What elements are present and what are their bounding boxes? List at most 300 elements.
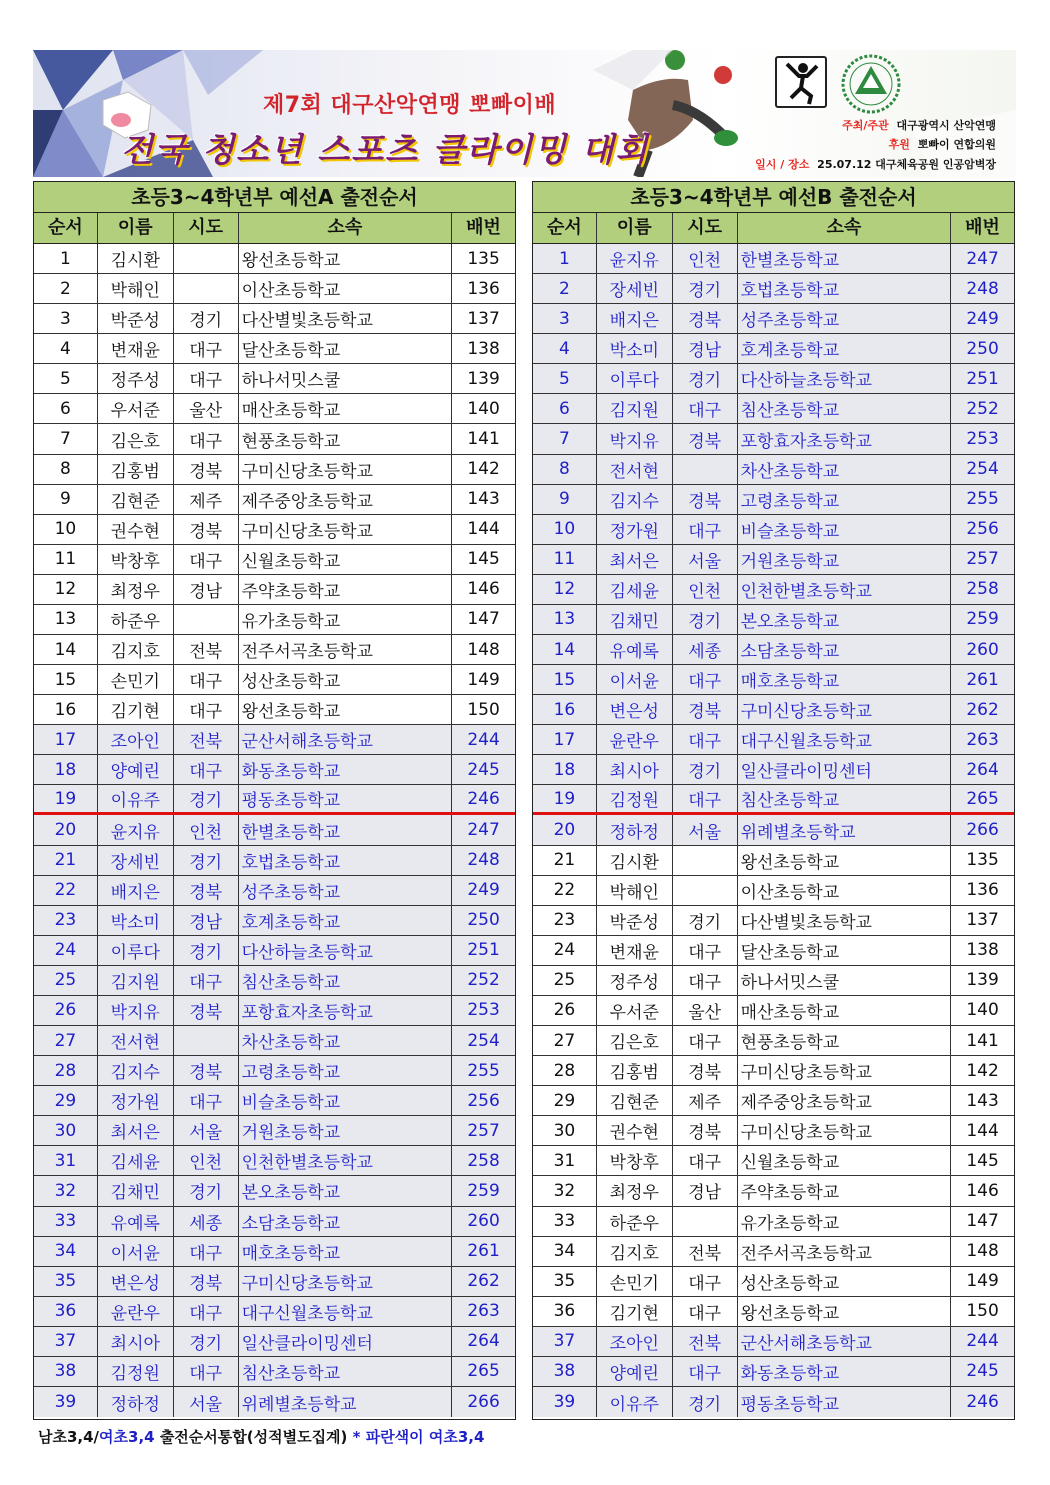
- cell-order: 10: [34, 515, 98, 544]
- host-info: [842, 117, 996, 133]
- table-row: [533, 515, 1014, 545]
- cell-region: 대구: [174, 966, 239, 995]
- table-row: [34, 785, 515, 815]
- cell-school: 유가초등학교: [738, 1207, 952, 1236]
- cell-school: 왕선초등학교: [239, 695, 453, 724]
- table-row: [34, 364, 515, 394]
- cell-bib: 260: [966, 639, 999, 660]
- cell-order: 14: [34, 635, 98, 664]
- header-name: 이름: [98, 213, 174, 243]
- cell-bib: 264: [467, 1331, 500, 1352]
- cell-region: 경기: [673, 364, 738, 393]
- climbing-logo: [775, 56, 827, 108]
- cell-region: 인천: [174, 815, 239, 844]
- cell-bib: 149: [467, 669, 500, 690]
- cell-school: 구미신당초등학교: [239, 455, 453, 484]
- cell-order: 31: [533, 1146, 597, 1175]
- cell-order: 12: [533, 575, 597, 604]
- cell-region: [673, 455, 738, 484]
- cell-bib: 259: [467, 1180, 500, 1201]
- cell-school: 제주중앙초등학교: [239, 485, 453, 514]
- cell-school: 구미신당초등학교: [239, 1267, 453, 1296]
- cell-name: 김지원: [98, 966, 174, 995]
- table-row: [34, 1237, 515, 1267]
- cell-bib: 244: [467, 729, 500, 750]
- cell-name: 정하정: [597, 815, 673, 844]
- cell-region: 경북: [174, 515, 239, 544]
- cell-order: 17: [34, 725, 98, 754]
- cell-school: 다산별빛초등학교: [239, 304, 453, 333]
- cell-name: 김기현: [597, 1297, 673, 1326]
- cell-name: 김홍범: [597, 1056, 673, 1085]
- cell-order: 4: [34, 334, 98, 363]
- cell-region: 서울: [174, 1116, 239, 1145]
- cell-order: 31: [34, 1146, 98, 1175]
- header-school: 소속: [239, 213, 453, 243]
- table-row: [533, 575, 1014, 605]
- cell-name: 박해인: [597, 876, 673, 905]
- cell-school: 달산초등학교: [738, 936, 952, 965]
- cell-bib: 265: [966, 788, 999, 809]
- cell-region: 대구: [174, 334, 239, 363]
- table-row: [34, 1056, 515, 1086]
- cell-bib: 138: [467, 338, 500, 359]
- cell-bib: 141: [467, 429, 500, 449]
- cell-name: 손민기: [597, 1267, 673, 1296]
- cell-school: 인천한별초등학교: [239, 1146, 453, 1175]
- cell-region: 대구: [673, 515, 738, 544]
- cell-school: 대구신월초등학교: [239, 1297, 453, 1326]
- kf-emblem-icon: [841, 54, 901, 114]
- cell-name: 전서현: [597, 455, 673, 484]
- cell-region: 대구: [673, 1026, 738, 1055]
- cell-bib: 252: [966, 398, 999, 419]
- cell-school: 화동초등학교: [738, 1357, 952, 1386]
- table-row: [533, 364, 1014, 394]
- cell-region: 세종: [174, 1207, 239, 1236]
- sponsor-value: 뽀빠이 연합의원: [917, 138, 996, 151]
- footer-part3: 출전순서통합(성적별도집계): [154, 1428, 353, 1446]
- cell-school: 소담초등학교: [239, 1207, 453, 1236]
- table-row: [34, 996, 515, 1026]
- cell-name: 윤지유: [98, 815, 174, 844]
- cell-order: 14: [533, 635, 597, 664]
- table-row: [533, 485, 1014, 515]
- date-value: 25.07.12 대구체육공원 인공암벽장: [817, 158, 996, 171]
- cell-name: 정주성: [597, 966, 673, 995]
- cell-region: 경기: [174, 1176, 239, 1205]
- cell-region: [673, 846, 738, 875]
- table-row: [533, 996, 1014, 1026]
- table-row: [34, 1267, 515, 1297]
- cell-school: 성산초등학교: [738, 1267, 952, 1296]
- cell-region: 대구: [673, 1297, 738, 1326]
- cell-region: 전북: [673, 1327, 738, 1356]
- cell-school: 전주서곡초등학교: [738, 1237, 952, 1266]
- cell-bib: 264: [966, 759, 999, 780]
- cell-order: 37: [34, 1327, 98, 1356]
- host-label: 주최/주관: [842, 119, 889, 132]
- table-row: [533, 1056, 1014, 1086]
- cell-bib: 150: [966, 1301, 999, 1322]
- cell-name: 윤지유: [597, 244, 673, 273]
- cell-region: [174, 274, 239, 303]
- header-bib: 배번: [466, 217, 501, 238]
- cell-school: 위례별초등학교: [239, 1387, 453, 1417]
- cell-bib: 254: [467, 1030, 500, 1051]
- cell-school: 호법초등학교: [239, 846, 453, 875]
- table-row: [34, 274, 515, 304]
- cell-bib: 255: [966, 489, 999, 510]
- cell-order: 22: [34, 876, 98, 905]
- cell-bib: 143: [966, 1090, 999, 1111]
- cell-order: 36: [533, 1297, 597, 1326]
- table-row: [533, 755, 1014, 785]
- cell-bib: 146: [966, 1180, 999, 1201]
- cell-region: 대구: [673, 394, 738, 423]
- cell-order: 9: [34, 485, 98, 514]
- cell-order: 15: [533, 665, 597, 694]
- table-row: [34, 936, 515, 966]
- cell-region: 경기: [673, 274, 738, 303]
- cell-name: 김지수: [98, 1056, 174, 1085]
- cell-bib: 138: [966, 940, 999, 961]
- cell-region: 인천: [673, 244, 738, 273]
- cell-order: 16: [34, 695, 98, 724]
- cell-order: 36: [34, 1297, 98, 1326]
- table-row: [34, 485, 515, 515]
- cell-order: 26: [34, 996, 98, 1025]
- cell-name: 박해인: [98, 274, 174, 303]
- cell-name: 김채민: [98, 1176, 174, 1205]
- cell-name: 박지유: [597, 424, 673, 453]
- table-row: [533, 455, 1014, 485]
- cell-order: 5: [533, 364, 597, 393]
- cell-region: 전북: [174, 725, 239, 754]
- header-region: 시도: [174, 213, 239, 243]
- cell-bib: 145: [467, 549, 500, 570]
- table-row: [34, 635, 515, 665]
- cell-region: 경북: [673, 424, 738, 453]
- cell-order: 6: [533, 394, 597, 423]
- cell-name: 최서은: [597, 545, 673, 574]
- cell-bib: 251: [966, 368, 999, 389]
- cell-bib: 137: [966, 910, 999, 931]
- cell-school: 전주서곡초등학교: [239, 635, 453, 664]
- cell-name: 김세윤: [597, 575, 673, 604]
- cell-region: [174, 605, 239, 634]
- cell-region: [673, 1207, 738, 1236]
- cell-school: 인천한별초등학교: [738, 575, 952, 604]
- cell-region: 대구: [673, 665, 738, 694]
- cell-name: 김현준: [98, 485, 174, 514]
- table-a-title: 초등3~4학년부 예선A 출전순서: [34, 182, 515, 213]
- cell-bib: 261: [966, 669, 999, 690]
- cell-region: 울산: [673, 996, 738, 1025]
- table-row: [34, 755, 515, 785]
- cell-order: 7: [34, 424, 98, 453]
- table-row: [533, 846, 1014, 876]
- cell-school: 호계초등학교: [738, 334, 952, 363]
- cell-order: 39: [533, 1387, 597, 1417]
- cell-order: 28: [34, 1056, 98, 1085]
- table-row: [34, 966, 515, 996]
- cell-region: 경북: [174, 1267, 239, 1296]
- cell-order: 8: [533, 455, 597, 484]
- cell-school: 왕선초등학교: [738, 846, 952, 875]
- cell-bib: 247: [467, 820, 500, 841]
- cell-name: 변재윤: [98, 334, 174, 363]
- cell-school: 구미신당초등학교: [738, 1056, 952, 1085]
- cell-name: 장세빈: [98, 846, 174, 875]
- table-row: [533, 695, 1014, 725]
- cell-region: 대구: [174, 1237, 239, 1266]
- cell-school: 왕선초등학교: [239, 244, 453, 273]
- cell-school: 화동초등학교: [239, 755, 453, 784]
- cell-bib: 150: [467, 699, 500, 720]
- table-row: [533, 936, 1014, 966]
- cell-order: 8: [34, 455, 98, 484]
- table-row: [34, 1207, 515, 1237]
- footer-part2: 여초3,4: [99, 1428, 155, 1446]
- cell-region: 세종: [673, 635, 738, 664]
- cell-name: 박준성: [98, 304, 174, 333]
- cell-school: 구미신당초등학교: [738, 695, 952, 724]
- cell-name: 박창후: [98, 545, 174, 574]
- cell-school: 매호초등학교: [738, 665, 952, 694]
- cell-name: 김지수: [597, 485, 673, 514]
- cell-order: 29: [34, 1086, 98, 1115]
- cell-region: 경기: [673, 1387, 738, 1417]
- cell-school: 유가초등학교: [239, 605, 453, 634]
- cell-region: 전북: [673, 1237, 738, 1266]
- table-row: [34, 1086, 515, 1116]
- cell-region: 경북: [673, 304, 738, 333]
- table-row: [34, 605, 515, 635]
- table-row: [533, 1207, 1014, 1237]
- cell-school: 신월초등학교: [738, 1146, 952, 1175]
- table-row: [34, 455, 515, 485]
- cell-order: 37: [533, 1327, 597, 1356]
- table-row: [34, 515, 515, 545]
- table-row: [34, 394, 515, 424]
- cell-order: 1: [533, 244, 597, 273]
- table-row: [34, 1387, 515, 1417]
- cell-region: 대구: [673, 725, 738, 754]
- cell-bib: 250: [467, 910, 500, 931]
- cell-region: [673, 876, 738, 905]
- cell-order: 17: [533, 725, 597, 754]
- cell-school: 본오초등학교: [738, 605, 952, 634]
- cell-name: 김시환: [597, 846, 673, 875]
- cell-order: 10: [533, 515, 597, 544]
- cell-region: 경북: [673, 1116, 738, 1145]
- cell-order: 32: [34, 1176, 98, 1205]
- cell-order: 1: [34, 244, 98, 273]
- cell-name: 변은성: [98, 1267, 174, 1296]
- table-b-title: 초등3~4학년부 예선B 출전순서: [533, 182, 1014, 213]
- cell-school: 주약초등학교: [239, 575, 453, 604]
- cell-bib: 266: [467, 1392, 500, 1412]
- cell-order: 35: [533, 1267, 597, 1296]
- footer-part4: * 파란색이 여초3,4: [352, 1428, 485, 1446]
- cell-school: 제주중앙초등학교: [738, 1086, 952, 1115]
- cell-region: 경남: [673, 1176, 738, 1205]
- cell-bib: 246: [467, 788, 500, 809]
- cell-order: 18: [34, 755, 98, 784]
- cell-order: 34: [533, 1237, 597, 1266]
- cell-name: 우서준: [98, 394, 174, 423]
- cell-region: 경북: [174, 1056, 239, 1085]
- cell-order: 19: [34, 785, 98, 812]
- table-row: [533, 304, 1014, 334]
- table-row: [533, 1297, 1014, 1327]
- cell-school: 현풍초등학교: [239, 424, 453, 453]
- sponsor-label: 후원: [888, 138, 910, 151]
- cell-school: 일산클라이밍센터: [239, 1327, 453, 1356]
- cell-bib: 257: [467, 1120, 500, 1141]
- cell-order: 22: [533, 876, 597, 905]
- cell-name: 최정우: [597, 1176, 673, 1205]
- cell-name: 김현준: [597, 1086, 673, 1115]
- cell-region: 경기: [673, 755, 738, 784]
- cell-name: 김세윤: [98, 1146, 174, 1175]
- cell-order: 27: [533, 1026, 597, 1055]
- cell-name: 이유주: [597, 1387, 673, 1417]
- table-row: [533, 545, 1014, 575]
- cell-bib: 146: [467, 579, 500, 600]
- cell-name: 김정원: [98, 1357, 174, 1386]
- cell-region: 대구: [673, 1357, 738, 1386]
- cell-bib: 254: [966, 459, 999, 480]
- cell-bib: 262: [467, 1271, 500, 1292]
- footer-part1: 남초3,4/: [38, 1428, 100, 1446]
- table-row: [533, 244, 1014, 274]
- cell-name: 정가원: [597, 515, 673, 544]
- cell-school: 차산초등학교: [239, 1026, 453, 1055]
- cell-name: 이루다: [597, 364, 673, 393]
- cell-region: 대구: [174, 1357, 239, 1386]
- cell-school: 다산하늘초등학교: [738, 364, 952, 393]
- cell-order: 34: [34, 1237, 98, 1266]
- cell-name: 정가원: [98, 1086, 174, 1115]
- sponsor-info: [889, 136, 996, 152]
- cell-school: 침산초등학교: [239, 966, 453, 995]
- table-row: [533, 394, 1014, 424]
- cell-region: 경기: [174, 846, 239, 875]
- cell-school: 고령초등학교: [239, 1056, 453, 1085]
- cell-school: 침산초등학교: [738, 394, 952, 423]
- cell-bib: 149: [966, 1271, 999, 1292]
- table-row: [533, 1357, 1014, 1387]
- cell-school: 한별초등학교: [738, 244, 952, 273]
- cell-region: [174, 244, 239, 273]
- table-row: [34, 815, 515, 845]
- cell-bib: 139: [467, 368, 500, 389]
- cell-bib: 257: [966, 549, 999, 570]
- cell-school: 고령초등학교: [738, 485, 952, 514]
- table-row: [533, 785, 1014, 815]
- cell-order: 27: [34, 1026, 98, 1055]
- cell-bib: 263: [467, 1301, 500, 1322]
- cell-order: 13: [34, 605, 98, 634]
- cell-school: 침산초등학교: [738, 785, 952, 812]
- cell-region: 제주: [174, 485, 239, 514]
- cell-region: 대구: [174, 1297, 239, 1326]
- cell-order: 39: [34, 1387, 98, 1417]
- header-order: 순서: [34, 213, 98, 243]
- cell-region: 대구: [673, 785, 738, 812]
- header-region: 시도: [673, 213, 738, 243]
- table-row: [533, 334, 1014, 364]
- cell-name: 최서은: [98, 1116, 174, 1145]
- cell-region: 대구: [174, 424, 239, 453]
- cell-region: 서울: [673, 815, 738, 844]
- cell-order: 23: [34, 906, 98, 935]
- cell-bib: 136: [467, 278, 500, 299]
- cell-region: 대구: [673, 936, 738, 965]
- cell-school: 본오초등학교: [239, 1176, 453, 1205]
- cell-order: 7: [533, 424, 597, 453]
- cell-bib: 258: [966, 579, 999, 600]
- cell-school: 왕선초등학교: [738, 1297, 952, 1326]
- cell-bib: 249: [467, 880, 500, 901]
- cell-region: 대구: [174, 545, 239, 574]
- date-info: [755, 156, 996, 172]
- cell-name: 유예록: [597, 635, 673, 664]
- cell-name: 배지은: [597, 304, 673, 333]
- cell-bib: 250: [966, 338, 999, 359]
- cell-bib: 144: [966, 1120, 999, 1141]
- table-row: [34, 846, 515, 876]
- date-label: 일시 / 장소: [755, 158, 810, 171]
- cell-order: 35: [34, 1267, 98, 1296]
- cell-name: 김채민: [597, 605, 673, 634]
- cell-region: 경기: [673, 605, 738, 634]
- table-row: [533, 1327, 1014, 1357]
- cell-bib: 265: [467, 1361, 500, 1382]
- cell-bib: 252: [467, 970, 500, 991]
- cell-order: 15: [34, 665, 98, 694]
- cell-region: 경북: [174, 876, 239, 905]
- cell-school: 성산초등학교: [239, 665, 453, 694]
- cell-name: 권수현: [98, 515, 174, 544]
- table-row: [533, 274, 1014, 304]
- cell-name: 정하정: [98, 1387, 174, 1417]
- table-row: [34, 695, 515, 725]
- cell-school: 포항효자초등학교: [239, 996, 453, 1025]
- cell-bib: 255: [467, 1060, 500, 1081]
- cell-bib: 248: [966, 278, 999, 299]
- cell-school: 비슬초등학교: [239, 1086, 453, 1115]
- cell-order: 11: [34, 545, 98, 574]
- cell-name: 윤란우: [597, 725, 673, 754]
- cell-bib: 141: [966, 1030, 999, 1051]
- cell-bib: 248: [467, 850, 500, 871]
- cell-region: 전북: [174, 635, 239, 664]
- cell-name: 하준우: [597, 1207, 673, 1236]
- cell-bib: 258: [467, 1150, 500, 1171]
- cell-region: 경남: [174, 575, 239, 604]
- cell-bib: 247: [966, 248, 999, 269]
- table-row: [34, 304, 515, 334]
- cell-name: 이서윤: [98, 1237, 174, 1266]
- cell-order: 28: [533, 1056, 597, 1085]
- cell-name: 최정우: [98, 575, 174, 604]
- cell-school: 성주초등학교: [239, 876, 453, 905]
- cell-order: 3: [34, 304, 98, 333]
- cell-school: 호법초등학교: [738, 274, 952, 303]
